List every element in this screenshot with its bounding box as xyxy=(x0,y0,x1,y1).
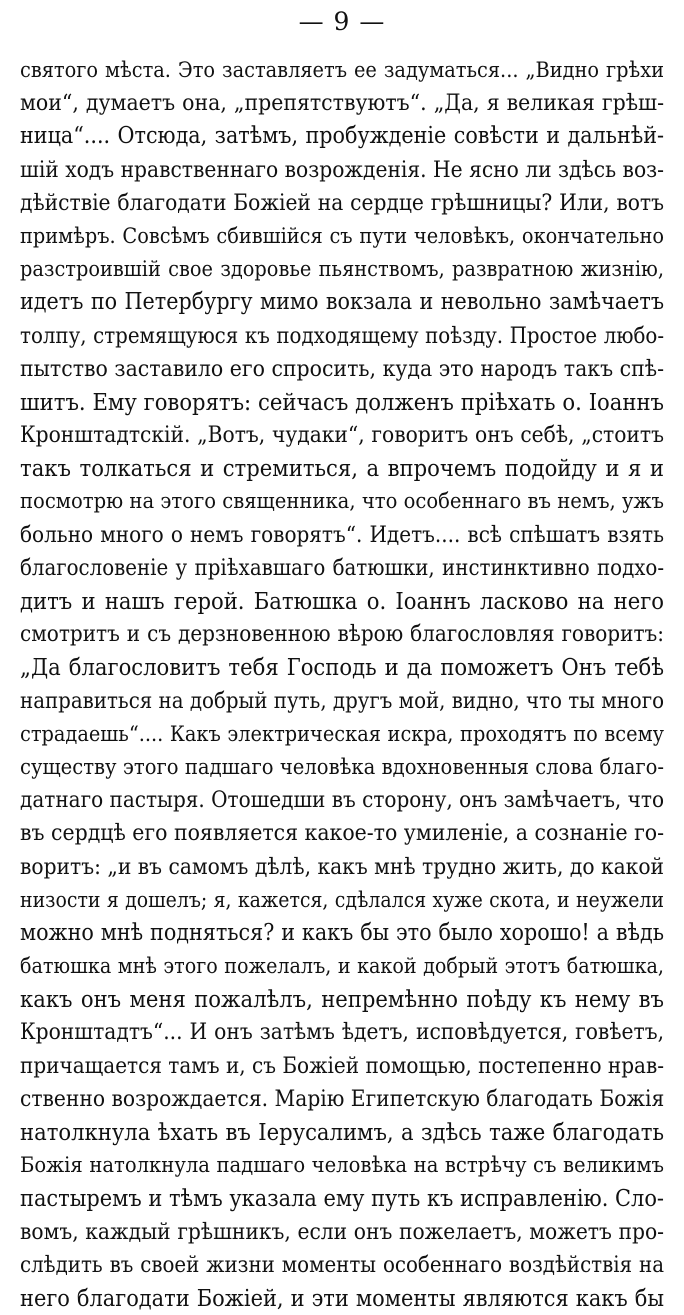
text-line: пытство заставило его спросить, куда это народъ такъ спѣ- xyxy=(20,355,664,382)
text-line: благословеніе у пріѣхавшаго батюшки, инстинктивно подхо- xyxy=(20,555,664,581)
text-line: Кронштадтъ“... И онъ затѣмъ ѣдетъ, исповѣдуется, говѣетъ, xyxy=(20,1019,664,1046)
text-line: шій ходъ нравственнаго возрожденія. Не ясно ли здѣсь воз- xyxy=(20,156,664,183)
text-line: посмотрю на этого священника, что особеннаго въ немъ, ужъ xyxy=(20,489,664,515)
text-line: низости я дошелъ; я, кажется, сдѣлался хуже скота, и неужели xyxy=(20,887,664,912)
text-line: примѣръ. Совсѣмъ сбившійся съ пути человѣкъ, окончательно xyxy=(20,223,664,249)
text-line: ница“.... Отсюда, затѣмъ, пробужденіе совѣсти и дальнѣй- xyxy=(20,123,664,150)
text-line: идетъ по Петербургу мимо вокзала и невольно замѣчаетъ xyxy=(20,289,664,316)
body-text xyxy=(20,54,664,1315)
text-line: вомъ, каждый грѣшникъ, если онъ пожелаетъ, можетъ про- xyxy=(20,1218,664,1245)
text-line: существу этого падшаго человѣка вдохновенныя слова благо- xyxy=(20,754,664,780)
text-line: Божія натолкнула падшаго человѣка на встрѣчу съ великимъ xyxy=(20,1153,664,1179)
text-line: дитъ и нашъ герой. Батюшка о. Іоаннъ ласково на него xyxy=(20,587,664,615)
text-line: можно мнѣ подняться? и какъ бы это было хорошо! а вѣдь xyxy=(20,919,664,946)
text-line: пастыремъ и тѣмъ указала ему путь къ исправленію. Сло- xyxy=(20,1185,664,1213)
text-line: Кронштадтскій. „Вотъ, чудаки“, говоритъ онъ себѣ, „стоитъ xyxy=(20,422,664,449)
text-line: мои“, думаетъ она, „препятствуютъ“. „Да, я великая грѣш- xyxy=(20,90,664,117)
text-line: разстроившій свое здоровье пьянствомъ, развратною жизнію, xyxy=(20,257,664,283)
text-line: такъ толкаться и стремиться, а впрочемъ подойду и я и xyxy=(20,454,664,483)
text-line: ственно возрождается. Марію Египетскую благодать Божія xyxy=(20,1085,665,1112)
text-line: святого мѣста. Это заставляетъ ее задуматься... „Видно грѣхи xyxy=(20,58,664,83)
text-line: батюшка мнѣ этого пожелалъ, и какой добрый этотъ батюшка, xyxy=(20,954,664,980)
text-line: въ сердцѣ его появляется какое-то умиленіе, а сознаніе го- xyxy=(20,820,665,847)
text-line: причащается тамъ и, съ Божіей помощью, постепенно нрав- xyxy=(20,1052,664,1079)
text-line: датнаго пастыря. Отошедши въ сторону, онъ замѣчаетъ, что xyxy=(20,787,664,814)
text-line: смотритъ и съ дерзновенною вѣрою благословляя говоритъ: xyxy=(20,621,664,648)
text-line: шитъ. Ему говорятъ: сейчасъ долженъ пріѣхать о. Іоаннъ xyxy=(20,387,664,416)
text-line: страдаешь“.... Какъ электрическая искра, проходятъ по всему xyxy=(20,721,664,747)
text-line: дѣйствіе благодати Божіей на сердце грѣшницы? Или, вотъ xyxy=(20,189,664,216)
text-line: „Да благословитъ тебя Господь и да поможетъ Онъ тебѣ xyxy=(20,653,664,682)
text-line: направиться на добрый путь, другъ мой, видно, что ты много xyxy=(20,688,664,714)
page-number-header: — 9 — xyxy=(298,7,386,36)
text-line: слѣдить въ своей жизни моменты особеннаго воздѣйствія на xyxy=(20,1252,664,1278)
text-line: воритъ: „и въ самомъ дѣлѣ, какъ мнѣ трудно жить, до какой xyxy=(20,853,664,880)
text-line: какъ онъ меня пожалѣлъ, непремѣнно поѣду къ нему въ xyxy=(20,985,664,1014)
text-line: толпу, стремящуюся къ подходящему поѣзду. Простое любо- xyxy=(20,323,664,349)
text-line: него благодати Божіей, и эти моменты являются какъ бы xyxy=(20,1284,664,1312)
text-line: больно много о немъ говорятъ“. Идетъ.... всѣ спѣшатъ взять xyxy=(20,521,664,548)
text-line: натолкнула ѣхать въ Іерусалимъ, а здѣсь таже благодать xyxy=(20,1118,664,1146)
